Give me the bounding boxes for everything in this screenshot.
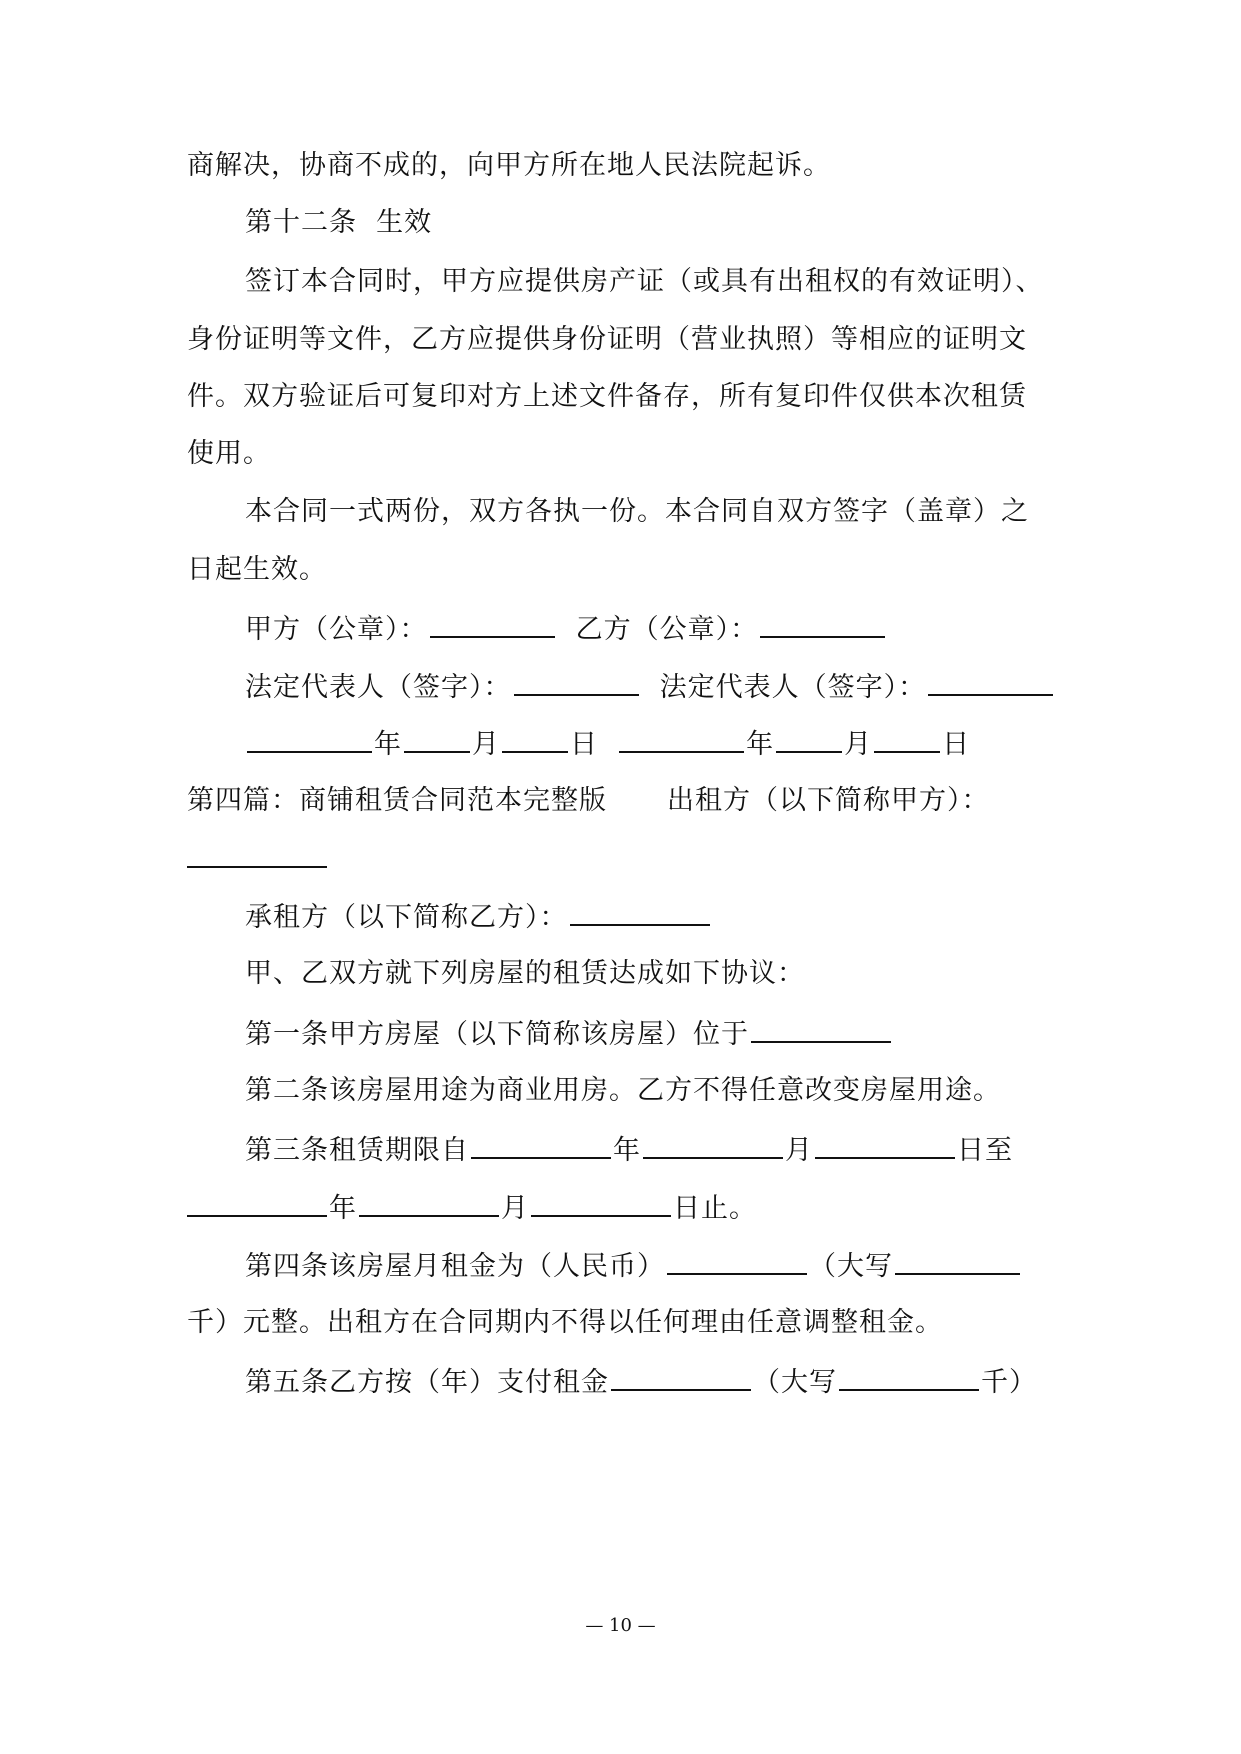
start-month-blank [643,1129,783,1159]
text: 第十二条 生效 [245,207,433,238]
text: 月 [785,1135,813,1166]
rent-capital-blank [895,1245,1020,1275]
start-day-blank [815,1129,955,1159]
text: 年 [613,1135,641,1166]
date-year-blank [247,723,372,753]
text: 第四条该房屋月租金为（人民币） [245,1251,665,1282]
payment-capital-blank [839,1361,979,1391]
text: （大写 [809,1251,893,1282]
location-blank [751,1013,891,1043]
fill-blank-line [187,838,329,880]
signature-line-representative [245,666,1055,708]
lessor-blank [187,838,327,868]
paragraph-line [245,1013,893,1055]
party-b-representative-label: 法定代表人（签字）： [659,672,927,703]
date-year-blank [619,723,744,753]
paragraph-line [187,1187,757,1229]
paragraph-line [245,954,805,994]
paragraph-line [245,1129,1013,1171]
text: 月 [844,729,873,760]
text: 千） [981,1367,1037,1398]
party-b-representative-blank [928,666,1053,696]
paragraph-line [187,320,1027,360]
text: 签订本合同时，甲方应提供房产证（或具有出租权的有效证明）、 [245,266,1044,297]
text: 承租方（以下简称乙方）： [245,902,568,933]
rent-amount-blank [667,1245,807,1275]
text: 使用。 [187,438,271,469]
party-b-seal-blank [760,608,885,638]
text: 年 [746,729,775,760]
text: 日 [942,729,971,760]
paragraph-line [245,1071,1001,1111]
text: 千）元整。出租方在合同期内不得以任何理由任意调整租金。 [187,1307,943,1338]
paragraph-line [187,377,1027,417]
paragraph-line [245,896,712,938]
text: 商解决，协商不成的，向甲方所在地人民法院起诉。 [187,150,831,181]
date-day-blank [874,723,940,753]
chapter-title-line [187,781,990,821]
text: 月 [501,1193,529,1224]
end-day-blank [531,1187,671,1217]
text: 日止。 [673,1193,757,1224]
section-heading [245,203,432,243]
text: 日起生效。 [187,554,327,585]
end-month-blank [359,1187,499,1217]
end-year-blank [187,1187,327,1217]
paragraph-line [245,1361,1037,1403]
text: 年 [374,729,402,760]
date-month-blank [776,723,842,753]
paragraph-line [187,146,831,186]
paragraph-line [187,434,271,474]
text: 日至 [957,1135,1013,1166]
text: 身份证明等文件，乙方应提供身份证明（营业执照）等相应的证明文 [187,324,1027,355]
text: 本合同一式两份，双方各执一份。本合同自双方签字（盖章）之 [245,496,1029,527]
page-number: — 10 — [585,1615,656,1636]
signature-line-seal [245,608,887,650]
paragraph-line [245,1245,1022,1287]
party-a-seal-label: 甲方（公章）： [245,614,428,645]
text: 日 [570,729,598,760]
text: 出租方（以下简称甲方）： [667,785,990,816]
text: 第二条该房屋用途为商业用房。乙方不得任意改变房屋用途。 [245,1075,1001,1106]
paragraph-line [187,550,327,590]
chapter-title: 第四篇：商铺租赁合同范本完整版 [187,785,607,816]
signature-date-line [245,723,970,765]
start-year-blank [471,1129,611,1159]
text: 月 [472,729,500,760]
party-b-seal-label: 乙方（公章）： [575,614,759,645]
paragraph-line [245,492,1029,532]
date-day-blank [502,723,568,753]
text: 年 [329,1193,357,1224]
date-month-blank [404,723,470,753]
text: 甲、乙双方就下列房屋的租赁达成如下协议： [245,958,805,989]
text: （大写 [753,1367,837,1398]
payment-amount-blank [611,1361,751,1391]
text: 第三条租赁期限自 [245,1135,469,1166]
party-a-seal-blank [430,608,555,638]
party-a-representative-blank [514,666,639,696]
paragraph-line [245,262,1044,302]
text: 第五条乙方按（年）支付租金 [245,1367,609,1398]
party-a-representative-label: 法定代表人（签字）： [245,672,512,703]
text: 件。双方验证后可复印对方上述文件备存，所有复印件仅供本次租赁 [187,381,1027,412]
paragraph-line [187,1303,943,1343]
lessee-blank [570,896,710,926]
text: 第一条甲方房屋（以下简称该房屋）位于 [245,1019,749,1050]
